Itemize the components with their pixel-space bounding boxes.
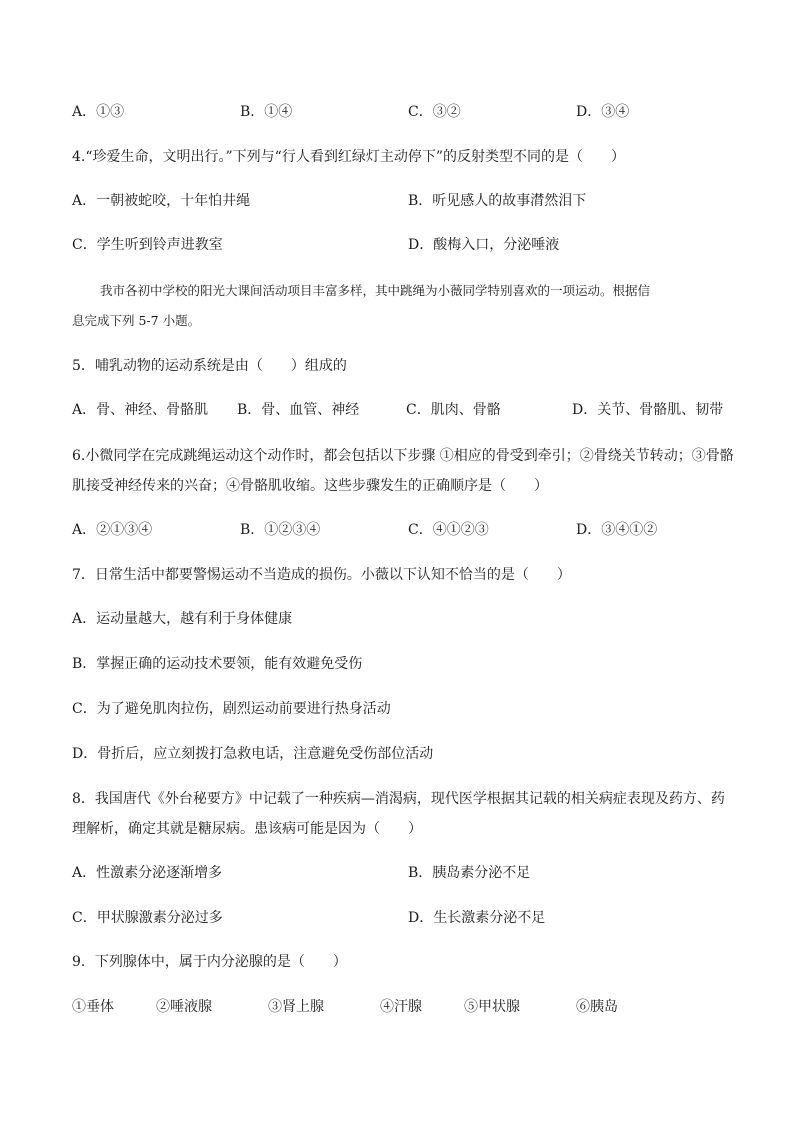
q4-option-c: C．学生听到铃声进教室 (72, 237, 223, 253)
q5-option-d: D．关节、骨骼肌、韧带 (572, 402, 724, 418)
q8-option-d: D．生长激素分泌不足 (408, 910, 546, 926)
intro-line-2: 息完成下列 5-7 小题。 (72, 313, 201, 328)
q9-item-5: ⑤甲状腺 (464, 999, 520, 1015)
q5-option-a: A．骨、神经、骨骼肌 (72, 402, 209, 418)
q7-option-b: B．掌握正确的运动技术要领，能有效避免受伤 (72, 656, 363, 672)
q7-option-a: A．运动量越大，越有利于身体健康 (72, 611, 293, 627)
q6-stem-line-1: 6.小微同学在完成跳绳运动这个动作时，都会包括以下步骤 ①相应的骨受到牵引；②骨绕关节转动；③骨骼 (72, 448, 734, 464)
q9-stem: 9．下列腺体中，属于内分泌腺的是（ ） (72, 954, 347, 970)
q8-option-b: B．胰岛素分泌不足 (408, 865, 531, 881)
q9-item-4: ④汗腺 (380, 999, 422, 1015)
q8-option-c: C．甲状腺激素分泌过多 (72, 910, 223, 926)
q3-option-d: D．③④ (576, 104, 630, 120)
q6-option-b: B．①②③④ (240, 522, 321, 538)
q5-option-b: B．骨、血管、神经 (237, 402, 360, 418)
intro-line-1: 我市各初中学校的阳光大课间活动项目丰富多样，其中跳绳为小薇同学特别喜欢的一项运动。根据信 (100, 283, 651, 298)
q6-stem-line-2: 肌接受神经传来的兴奋；④骨骼肌收缩。这些步骤发生的正确顺序是（ ） (72, 478, 548, 494)
q4-option-a: A．一朝被蛇咬，十年怕井绳 (72, 193, 251, 209)
q6-option-d: D．③④①② (576, 522, 658, 538)
q4-option-d: D．酸梅入口，分泌唾液 (408, 237, 560, 253)
q8-stem-line-1: 8．我国唐代《外台秘要方》中记载了一种疾病—消渴病，现代医学根据其记载的相关病症表现及药方、药 (72, 791, 725, 807)
q9-item-1: ①垂体 (72, 999, 114, 1015)
q4-stem: 4.“珍爱生命，文明出行。”下列与“行人看到红绿灯主动停下”的反射类型不同的是（ ） (72, 149, 625, 165)
q9-item-3: ③肾上腺 (268, 999, 324, 1015)
q7-stem: 7．日常生活中都要警惕运动不当造成的损伤。小薇以下认知不恰当的是（ ） (72, 567, 571, 583)
q3-option-b: B．①④ (240, 104, 293, 120)
q9-item-2: ②唾液腺 (156, 999, 212, 1015)
q4-option-b: B．听见感人的故事潸然泪下 (408, 193, 587, 209)
q9-item-6: ⑥胰岛 (576, 999, 618, 1015)
q6-option-c: C．④①②③ (408, 522, 489, 538)
q7-option-c: C．为了避免肌肉拉伤，剧烈运动前要进行热身活动 (72, 701, 391, 717)
q3-option-a: A．①③ (72, 104, 125, 120)
q7-option-d: D．骨折后，应立刻拨打急救电话，注意避免受伤部位活动 (72, 746, 434, 762)
q8-option-a: A．性激素分泌逐渐增多 (72, 865, 223, 881)
q6-option-a: A．②①③④ (72, 522, 153, 538)
q3-option-c: C．③② (408, 104, 461, 120)
q5-stem: 5．哺乳动物的运动系统是由（ ）组成的 (72, 358, 347, 374)
q8-stem-line-2: 理解析，确定其就是糖尿病。患该病可能是因为（ ） (72, 821, 422, 837)
q5-option-c: C．肌肉、骨骼 (406, 402, 501, 418)
